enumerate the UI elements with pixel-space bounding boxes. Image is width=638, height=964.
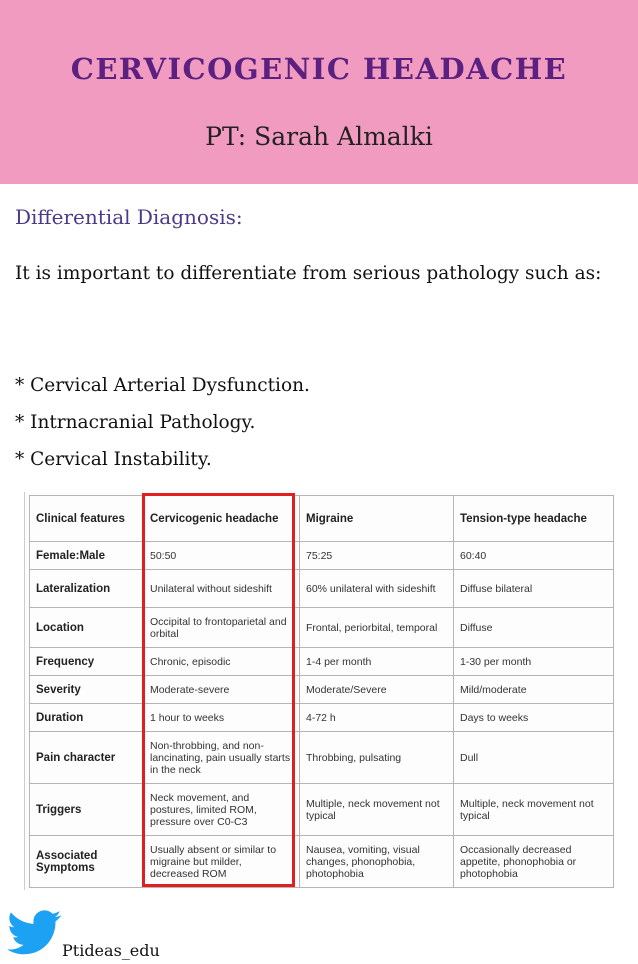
table-row	[30, 836, 614, 888]
header-cell: Tension-type headache	[454, 496, 614, 542]
table-header-row	[30, 496, 614, 542]
feature-cell: Associated Symptoms	[30, 836, 144, 888]
header-cell: Cervicogenic headache	[144, 496, 300, 542]
author-subtitle: PT: Sarah Almalki	[205, 122, 433, 151]
table-cell: Occipital to frontoparietal and orbital	[144, 608, 300, 648]
table-row	[30, 570, 614, 608]
intro-paragraph: It is important to differentiate from serious pathology such as:	[15, 263, 602, 284]
table-cell: Usually absent or similar to migraine but milder, decreased ROM	[144, 836, 300, 888]
table-cell: Occasionally decreased appetite, phonophobia or photophobia	[454, 836, 614, 888]
table-row	[30, 732, 614, 784]
table-cell: Multiple, neck movement not typical	[454, 784, 614, 836]
table-cell: 4-72 h	[300, 704, 454, 732]
table-cell: 60:40	[454, 542, 614, 570]
table-cell: Chronic, episodic	[144, 648, 300, 676]
feature-cell: Duration	[30, 704, 144, 732]
table-row	[30, 704, 614, 732]
table-cell: Throbbing, pulsating	[300, 732, 454, 784]
table-row	[30, 542, 614, 570]
table-cell: Unilateral without sideshift	[144, 570, 300, 608]
comparison-table	[29, 495, 614, 888]
feature-cell: Triggers	[30, 784, 144, 836]
comparison-table-image	[24, 492, 615, 890]
table-cell: Neck movement, and postures, limited ROM, pressure over C0-C3	[144, 784, 300, 836]
bullet-item: * Cervical Arterial Dysfunction.	[15, 375, 310, 396]
header-cell: Migraine	[300, 496, 454, 542]
feature-cell: Frequency	[30, 648, 144, 676]
header-banner	[0, 0, 638, 184]
feature-cell: Severity	[30, 676, 144, 704]
table-cell: Moderate/Severe	[300, 676, 454, 704]
twitter-bird-icon	[6, 905, 64, 959]
table-cell: Frontal, periorbital, temporal	[300, 608, 454, 648]
header-cell: Clinical features	[30, 496, 144, 542]
feature-cell: Lateralization	[30, 570, 144, 608]
table-cell: Non-throbbing, and non-lancinating, pain usually starts in the neck	[144, 732, 300, 784]
feature-cell: Location	[30, 608, 144, 648]
table-cell: Moderate-severe	[144, 676, 300, 704]
table-cell: Mild/moderate	[454, 676, 614, 704]
table-row	[30, 608, 614, 648]
table-cell: 1-30 per month	[454, 648, 614, 676]
table-cell: 75:25	[300, 542, 454, 570]
table-cell: 60% unilateral with sideshift	[300, 570, 454, 608]
table-cell: Dull	[454, 732, 614, 784]
social-handle: Ptideas_edu	[62, 941, 160, 960]
table-cell: 50:50	[144, 542, 300, 570]
bullet-item: * Intrnacranial Pathology.	[15, 412, 256, 433]
table-cell: Multiple, neck movement not typical	[300, 784, 454, 836]
table-cell: Diffuse	[454, 608, 614, 648]
table-cell: 1-4 per month	[300, 648, 454, 676]
table-row	[30, 676, 614, 704]
table-cell: Diffuse bilateral	[454, 570, 614, 608]
page-title: CERVICOGENIC HEADACHE	[70, 52, 568, 86]
table-row	[30, 648, 614, 676]
bullet-item: * Cervical Instability.	[15, 449, 212, 470]
table-cell: Nausea, vomiting, visual changes, phonophobia, photophobia	[300, 836, 454, 888]
table-cell: Days to weeks	[454, 704, 614, 732]
feature-cell: Pain character	[30, 732, 144, 784]
feature-cell: Female:Male	[30, 542, 144, 570]
section-heading: Differential Diagnosis:	[15, 205, 243, 229]
bullet-list	[15, 367, 615, 478]
table-row	[30, 784, 614, 836]
table-cell: 1 hour to weeks	[144, 704, 300, 732]
